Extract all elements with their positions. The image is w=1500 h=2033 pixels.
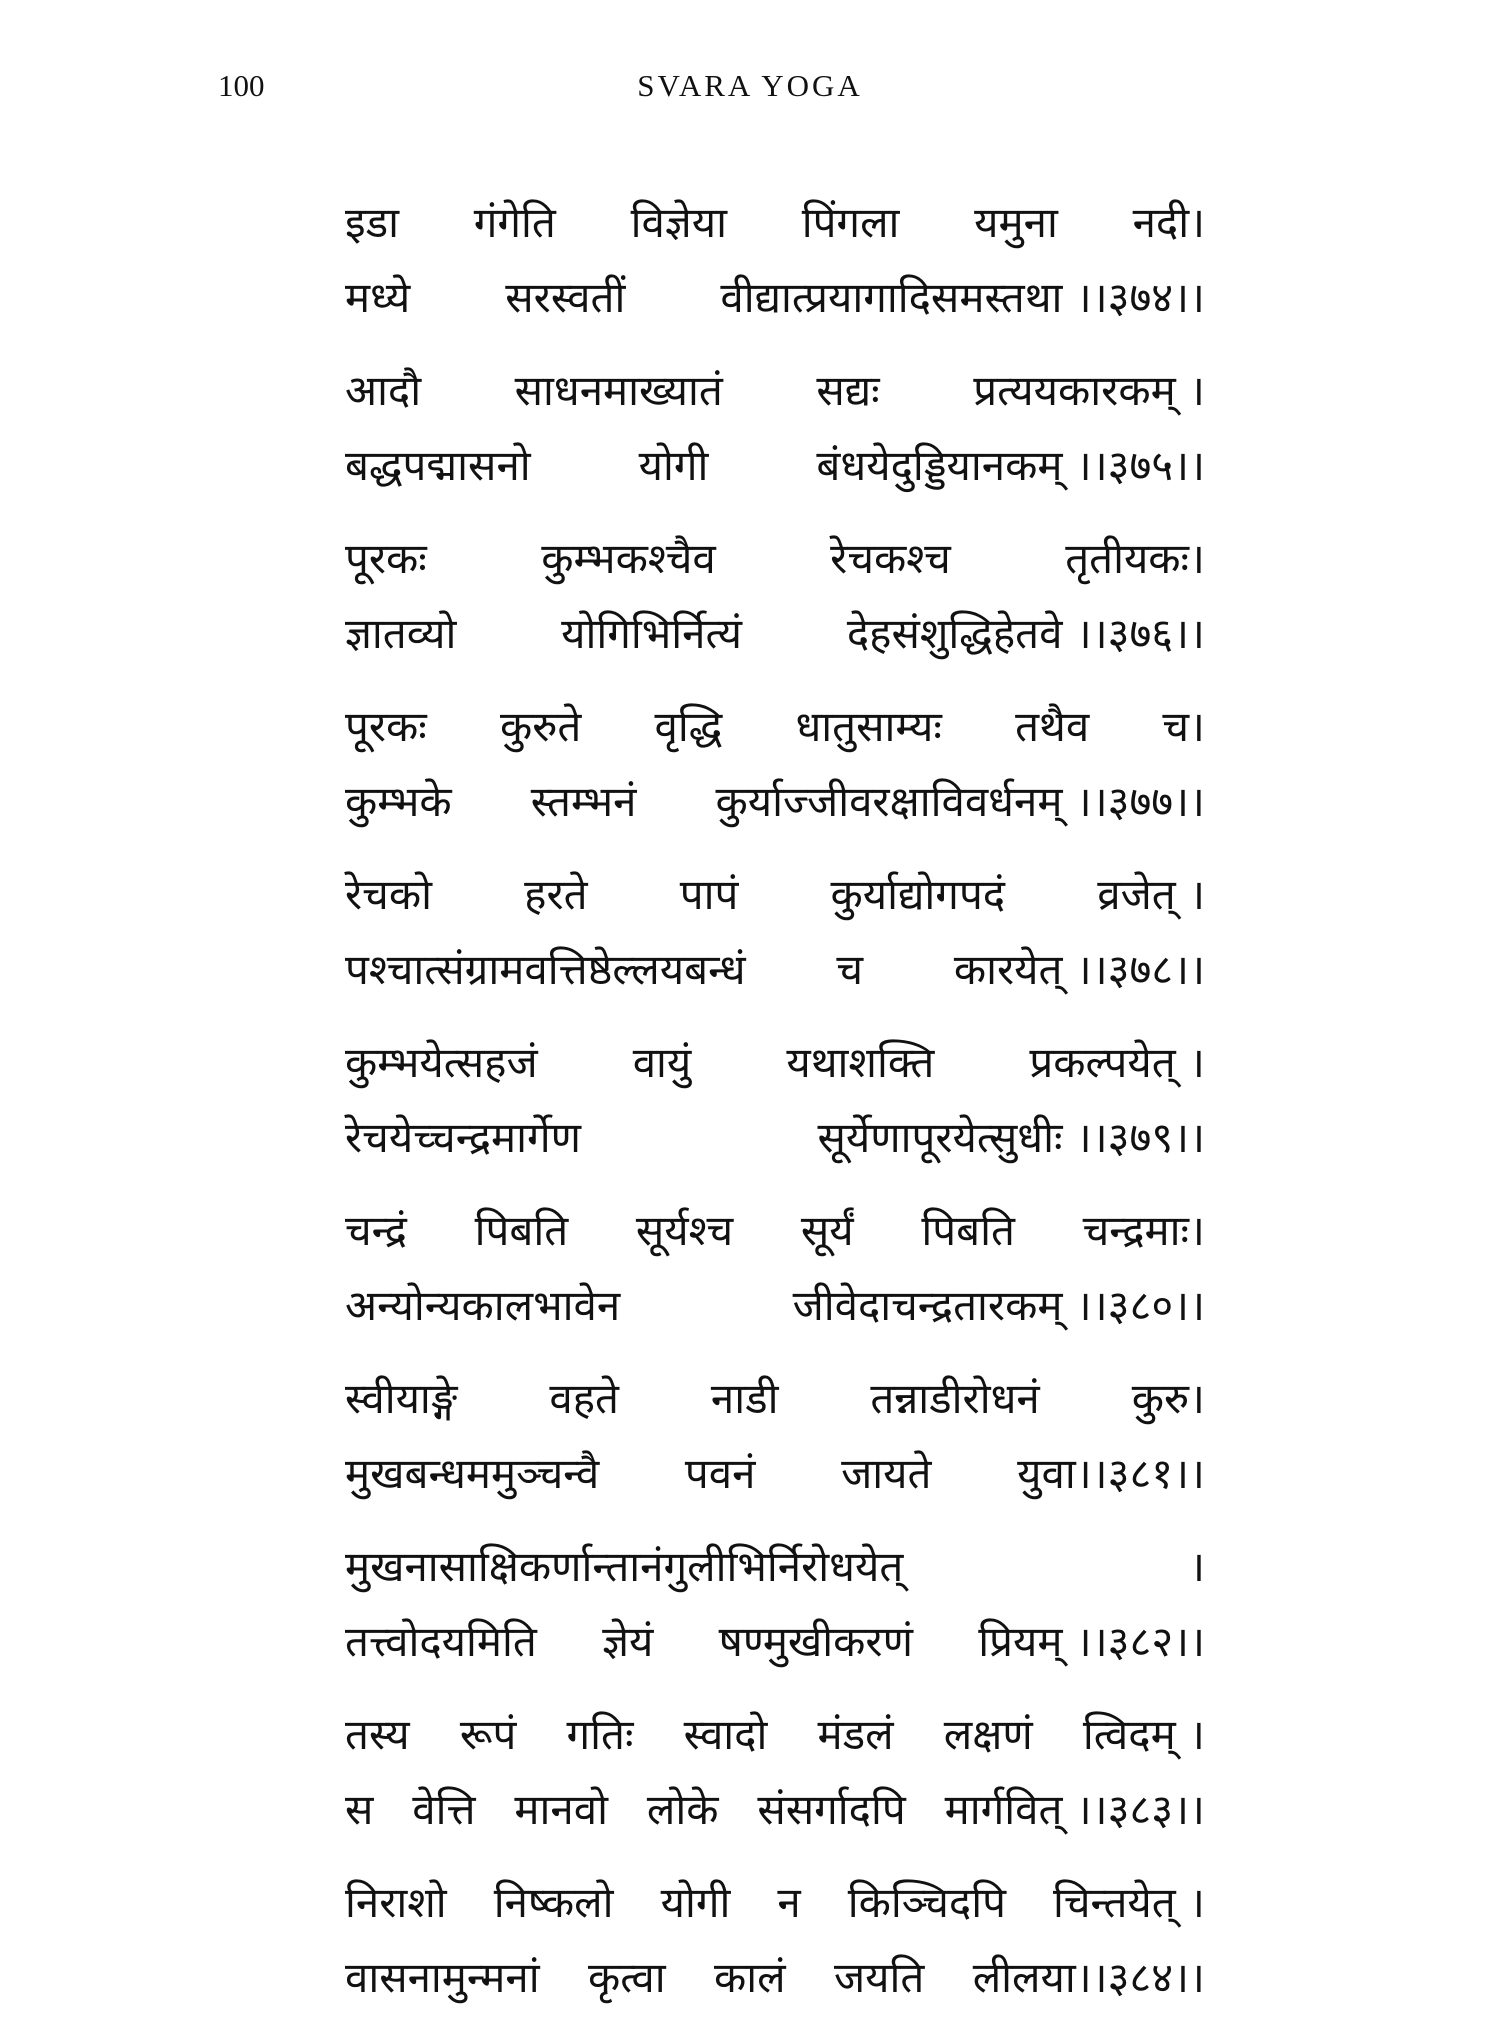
verse-word: मुखनासाक्षिकर्णान्तानंगुलीभिर्निरोधयेत् <box>345 1542 904 1591</box>
verse-word: वीद्यात्प्रयागादिसमस्तथा ।।३७४।। <box>720 273 1205 322</box>
verse-word: योगिभिर्नित्यं <box>561 609 743 658</box>
verse-block <box>345 185 1205 335</box>
verse-word: चन्द्रं <box>345 1206 407 1255</box>
verse-word: वेत्ति <box>412 1785 476 1834</box>
verse-word: स्वीयाङ्गे <box>345 1374 458 1423</box>
verse-word: त्विदम् । <box>1082 1710 1205 1759</box>
verse-word: रेचयेच्चन्द्रमार्गेण <box>345 1113 581 1162</box>
verse-word: मध्ये <box>345 273 411 322</box>
verse-block <box>345 1025 1205 1175</box>
verse-word: धातुसाम्यः <box>795 702 942 751</box>
verse-word: किञ्चिदपि <box>847 1878 1006 1927</box>
verse-word: । <box>1189 1542 1205 1591</box>
verse-word: कुर्याज्जीवरक्षाविवर्धनम् ।।३७७।। <box>715 777 1205 826</box>
verse-word: अन्योन्यकालभावेन <box>345 1281 621 1330</box>
verse-word: नाडी <box>710 1374 779 1423</box>
verse-word: लीलया।।३८४।। <box>972 1953 1205 2002</box>
verse-word: तृतीयकः। <box>1065 534 1205 583</box>
verse-word: यथाशक्ति <box>786 1038 935 1087</box>
verse-word: तस्य <box>345 1710 410 1759</box>
verse-word: कुरु। <box>1131 1374 1205 1423</box>
verse-word: पिबति <box>921 1206 1015 1255</box>
verse-word: पूरकः <box>345 534 427 583</box>
verse-word: सूर्येणापूरयेत्सुधीः ।।३७९।। <box>817 1113 1205 1162</box>
verse-line <box>345 1940 1205 2015</box>
verse-word: लक्षणं <box>943 1710 1033 1759</box>
verse-word: योगी <box>638 441 709 490</box>
verse-line <box>345 689 1205 764</box>
verse-word: विज्ञेया <box>630 198 727 247</box>
verse-word: ज्ञातव्यो <box>345 609 457 658</box>
verse-word: ज्ञेयं <box>602 1617 654 1666</box>
verse-word: मानवो <box>514 1785 608 1834</box>
verse-word: निष्कलो <box>493 1878 614 1927</box>
verse-word: चन्द्रमाः। <box>1082 1206 1205 1255</box>
verse-word: लोके <box>646 1785 719 1834</box>
verse-line <box>345 932 1205 1007</box>
verse-line <box>345 1697 1205 1772</box>
verse-word: तन्नाडीरोधनं <box>870 1374 1040 1423</box>
verse-word: पश्चात्संग्रामवत्तिष्ठेल्लयबन्धं <box>345 945 746 994</box>
verse-word: वृद्धि <box>654 702 723 751</box>
verse-word: बद्धपद्मासनो <box>345 441 531 490</box>
verse-word: पूरकः <box>345 702 427 751</box>
verse-line <box>345 1361 1205 1436</box>
verse-word: न <box>777 1878 801 1927</box>
verse-word: पवनं <box>684 1449 756 1498</box>
verse-line <box>345 1604 1205 1679</box>
verse-block <box>345 521 1205 671</box>
verse-word: सूर्यश्च <box>635 1206 734 1255</box>
verse-word: स्वादो <box>683 1710 768 1759</box>
verse-word: सरस्वतीं <box>505 273 626 322</box>
verse-word: यमुना <box>974 198 1058 247</box>
verse-line <box>345 1436 1205 1511</box>
verse-word: जीवेदाचन्द्रतारकम् ।।३८०।। <box>792 1281 1205 1330</box>
verse-word: देहसंशुद्धिहेतवे ।।३७६।। <box>846 609 1205 658</box>
verse-word: गंगेति <box>473 198 556 247</box>
verse-block <box>345 1697 1205 1847</box>
verse-line <box>345 260 1205 335</box>
verse-word: कालं <box>713 1953 786 2002</box>
verse-line <box>345 1025 1205 1100</box>
verse-word: च <box>836 945 864 994</box>
verse-word: स <box>345 1785 374 1834</box>
verse-word: जायते <box>841 1449 932 1498</box>
verse-word: बंधयेदुड्डियानकम् ।।३७५।। <box>816 441 1205 490</box>
verse-word: पिंगला <box>801 198 900 247</box>
verse-word: स्तम्भनं <box>530 777 637 826</box>
verse-word: पापं <box>679 870 739 919</box>
verse-word: इडा <box>345 198 399 247</box>
verse-block <box>345 1193 1205 1343</box>
verse-line <box>345 1772 1205 1847</box>
verse-word: सूर्यं <box>800 1206 854 1255</box>
verse-word: पिबति <box>474 1206 569 1255</box>
verse-word: मार्गवित् ।।३८३।। <box>944 1785 1205 1834</box>
verse-word: रूपं <box>459 1710 517 1759</box>
page-number: 100 <box>218 68 265 103</box>
verse-word: कुर्याद्योगपदं <box>830 870 1006 919</box>
verse-word: व्रजेत् । <box>1097 870 1205 919</box>
verse-word: युवा।।३८१।। <box>1017 1449 1205 1498</box>
verse-word: कुम्भयेत्सहजं <box>345 1038 538 1087</box>
verse-word: प्रकल्पयेत् । <box>1029 1038 1205 1087</box>
verse-line <box>345 857 1205 932</box>
verse-word: षण्मुखीकरणं <box>718 1617 913 1666</box>
verse-word: रेचकश्च <box>830 534 951 583</box>
verse-word: साधनमाख्यातं <box>514 366 723 415</box>
verse-word: हरते <box>524 870 588 919</box>
verse-word: कारयेत् ।।३७८।। <box>953 945 1205 994</box>
verse-word: कृत्वा <box>587 1953 666 2002</box>
verse-word: च। <box>1162 702 1205 751</box>
verse-word: प्रत्ययकारकम् । <box>973 366 1205 415</box>
verse-word: प्रियम् ।।३८२।। <box>978 1617 1205 1666</box>
verse-word: निराशो <box>345 1878 447 1927</box>
verse-block <box>345 689 1205 839</box>
verse-word: संसर्गादपि <box>757 1785 906 1834</box>
verse-word: मुखबन्धममुञ्चन्वै <box>345 1449 600 1498</box>
verse-word: जयति <box>833 1953 925 2002</box>
verse-word: कुम्भके <box>345 777 452 826</box>
verse-word: रेचको <box>345 870 432 919</box>
verse-word: वासनामुन्मनां <box>345 1953 540 2002</box>
verse-line <box>345 521 1205 596</box>
verse-line <box>345 1100 1205 1175</box>
verse-line <box>345 428 1205 503</box>
verse-word: गतिः <box>566 1710 634 1759</box>
verse-block <box>345 1529 1205 1679</box>
verse-line <box>345 1529 1205 1604</box>
verse-word: योगी <box>660 1878 731 1927</box>
verse-line <box>345 1865 1205 1940</box>
verse-word: नदी। <box>1132 198 1205 247</box>
verse-block <box>345 1361 1205 1511</box>
verse-word: आदौ <box>345 366 422 415</box>
verse-word: कुरुते <box>499 702 582 751</box>
running-head-title: SVARA YOGA <box>637 68 863 103</box>
verse-word: वहते <box>549 1374 619 1423</box>
verse-line <box>345 1193 1205 1268</box>
verse-word: चिन्तयेत् । <box>1052 1878 1205 1927</box>
verse-word: कुम्भकश्चैव <box>541 534 716 583</box>
verse-line <box>345 185 1205 260</box>
verse-list <box>345 185 1205 2033</box>
verse-line <box>345 764 1205 839</box>
verse-word: तथैव <box>1015 702 1090 751</box>
verse-word: मंडलं <box>817 1710 894 1759</box>
verse-line <box>345 353 1205 428</box>
verse-word: वायुं <box>632 1038 692 1087</box>
verse-block <box>345 353 1205 503</box>
verse-block <box>345 1865 1205 2015</box>
verse-block <box>345 857 1205 1007</box>
verse-word: सद्यः <box>816 366 880 415</box>
verse-line <box>345 1268 1205 1343</box>
verse-word: तत्त्वोदयमिति <box>345 1617 537 1666</box>
verse-line <box>345 596 1205 671</box>
